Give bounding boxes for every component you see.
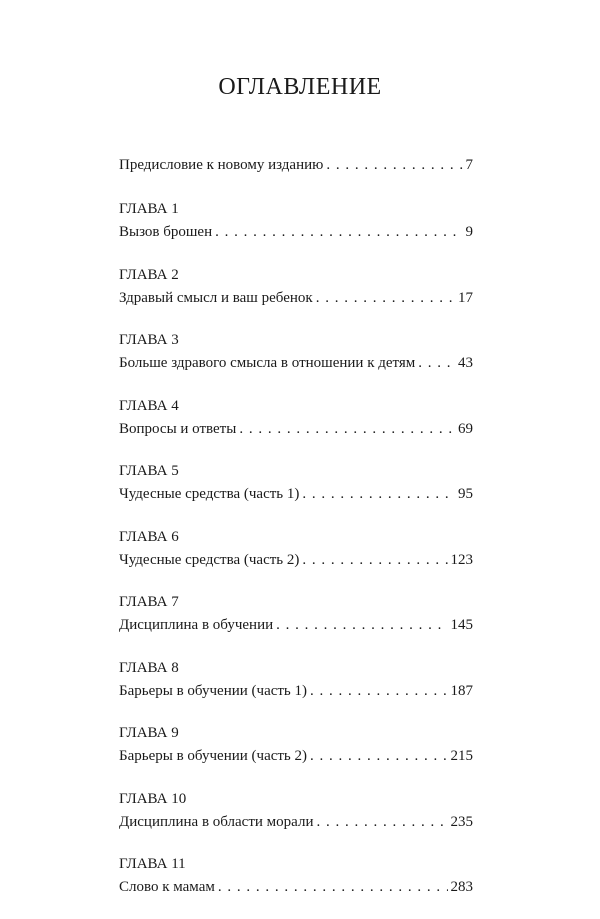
toc-entry-title: Дисциплина в области морали <box>119 813 314 830</box>
dot-leader <box>418 351 455 375</box>
toc-page-number: 187 <box>450 682 473 699</box>
toc-entry-title: Дисциплина в обучении <box>119 617 274 633</box>
toc-entry-title: Здравый смысл и ваш ребенок <box>119 289 313 306</box>
toc-entry-title: Барьеры в обучении (часть 1) <box>119 682 308 699</box>
toc-entry-chapter-7 <box>119 591 473 637</box>
toc-entry-chapter-6 <box>119 526 473 572</box>
toc-entry-title: Вызов брошен <box>119 224 213 240</box>
toc-page-number: 215 <box>450 748 473 764</box>
toc-line <box>119 744 473 768</box>
toc-line <box>119 153 473 177</box>
toc-line <box>119 417 473 441</box>
toc-entry-chapter-11 <box>119 853 473 899</box>
toc-entry-chapter-1 <box>119 198 473 244</box>
toc-line <box>119 548 473 572</box>
toc-page-number: 283 <box>450 879 473 895</box>
toc-entry-chapter-5 <box>119 460 473 506</box>
dot-leader <box>310 744 447 768</box>
toc-page-number: 43 <box>458 355 473 371</box>
chapter-label: ГЛАВА 9 <box>119 725 179 741</box>
toc-page-number: 235 <box>450 813 473 830</box>
chapter-label: ГЛАВА 3 <box>119 332 179 348</box>
toc-line <box>119 482 473 506</box>
toc-page-number: 95 <box>458 486 473 502</box>
toc-page-number: 69 <box>458 420 473 437</box>
chapter-label: ГЛАВА 1 <box>119 201 179 217</box>
toc-line <box>119 875 473 899</box>
chapter-label: ГЛАВА 11 <box>119 856 186 872</box>
chapter-label: ГЛАВА 7 <box>119 594 179 610</box>
dot-leader <box>310 679 447 703</box>
chapter-label: ГЛАВА 5 <box>119 463 179 479</box>
page-title: ОГЛАВЛЕНИЕ <box>218 74 382 100</box>
chapter-label: ГЛАВА 10 <box>119 790 187 807</box>
dot-leader <box>239 417 455 441</box>
chapter-label: ГЛАВА 6 <box>119 528 179 545</box>
dot-leader <box>316 286 455 310</box>
dot-leader <box>215 220 462 244</box>
toc-entry-title: Чудесные средства (часть 1) <box>119 486 300 502</box>
toc-entry-chapter-9 <box>119 722 473 768</box>
table-of-contents <box>119 153 473 919</box>
toc-entry-chapter-2 <box>119 264 473 310</box>
dot-leader <box>218 875 448 899</box>
dot-leader <box>326 153 462 177</box>
toc-entry-title: Предисловие к новому изданию <box>119 157 324 173</box>
chapter-label: ГЛАВА 8 <box>119 659 179 676</box>
toc-line <box>119 220 473 244</box>
toc-entry-title: Чудесные средства (часть 2) <box>119 551 300 568</box>
toc-line <box>119 351 473 375</box>
toc-line <box>119 286 473 310</box>
toc-entry-chapter-3 <box>119 329 473 375</box>
dot-leader <box>302 548 447 572</box>
toc-entry-title: Вопросы и ответы <box>119 420 237 437</box>
toc-page-number: 123 <box>450 551 473 568</box>
dot-leader <box>316 810 447 834</box>
chapter-label: ГЛАВА 4 <box>119 397 179 414</box>
toc-page-number: 9 <box>465 224 473 240</box>
chapter-label: ГЛАВА 2 <box>119 266 179 283</box>
toc-page-number: 17 <box>458 289 473 306</box>
toc-entry-chapter-8 <box>119 657 473 703</box>
dot-leader <box>302 482 455 506</box>
toc-line <box>119 613 473 637</box>
toc-entry-title: Больше здравого смысла в отношении к детям <box>119 355 416 371</box>
toc-entry-chapter-4 <box>119 395 473 441</box>
toc-entry-chapter-10 <box>119 788 473 834</box>
toc-page-number: 7 <box>465 157 473 173</box>
toc-entry-title: Барьеры в обучении (часть 2) <box>119 748 308 764</box>
toc-entry-title: Слово к мамам <box>119 879 215 895</box>
dot-leader <box>276 613 447 637</box>
toc-entry-preface <box>119 153 473 177</box>
toc-line <box>119 810 473 834</box>
toc-page-number: 145 <box>450 617 473 633</box>
toc-line <box>119 679 473 703</box>
